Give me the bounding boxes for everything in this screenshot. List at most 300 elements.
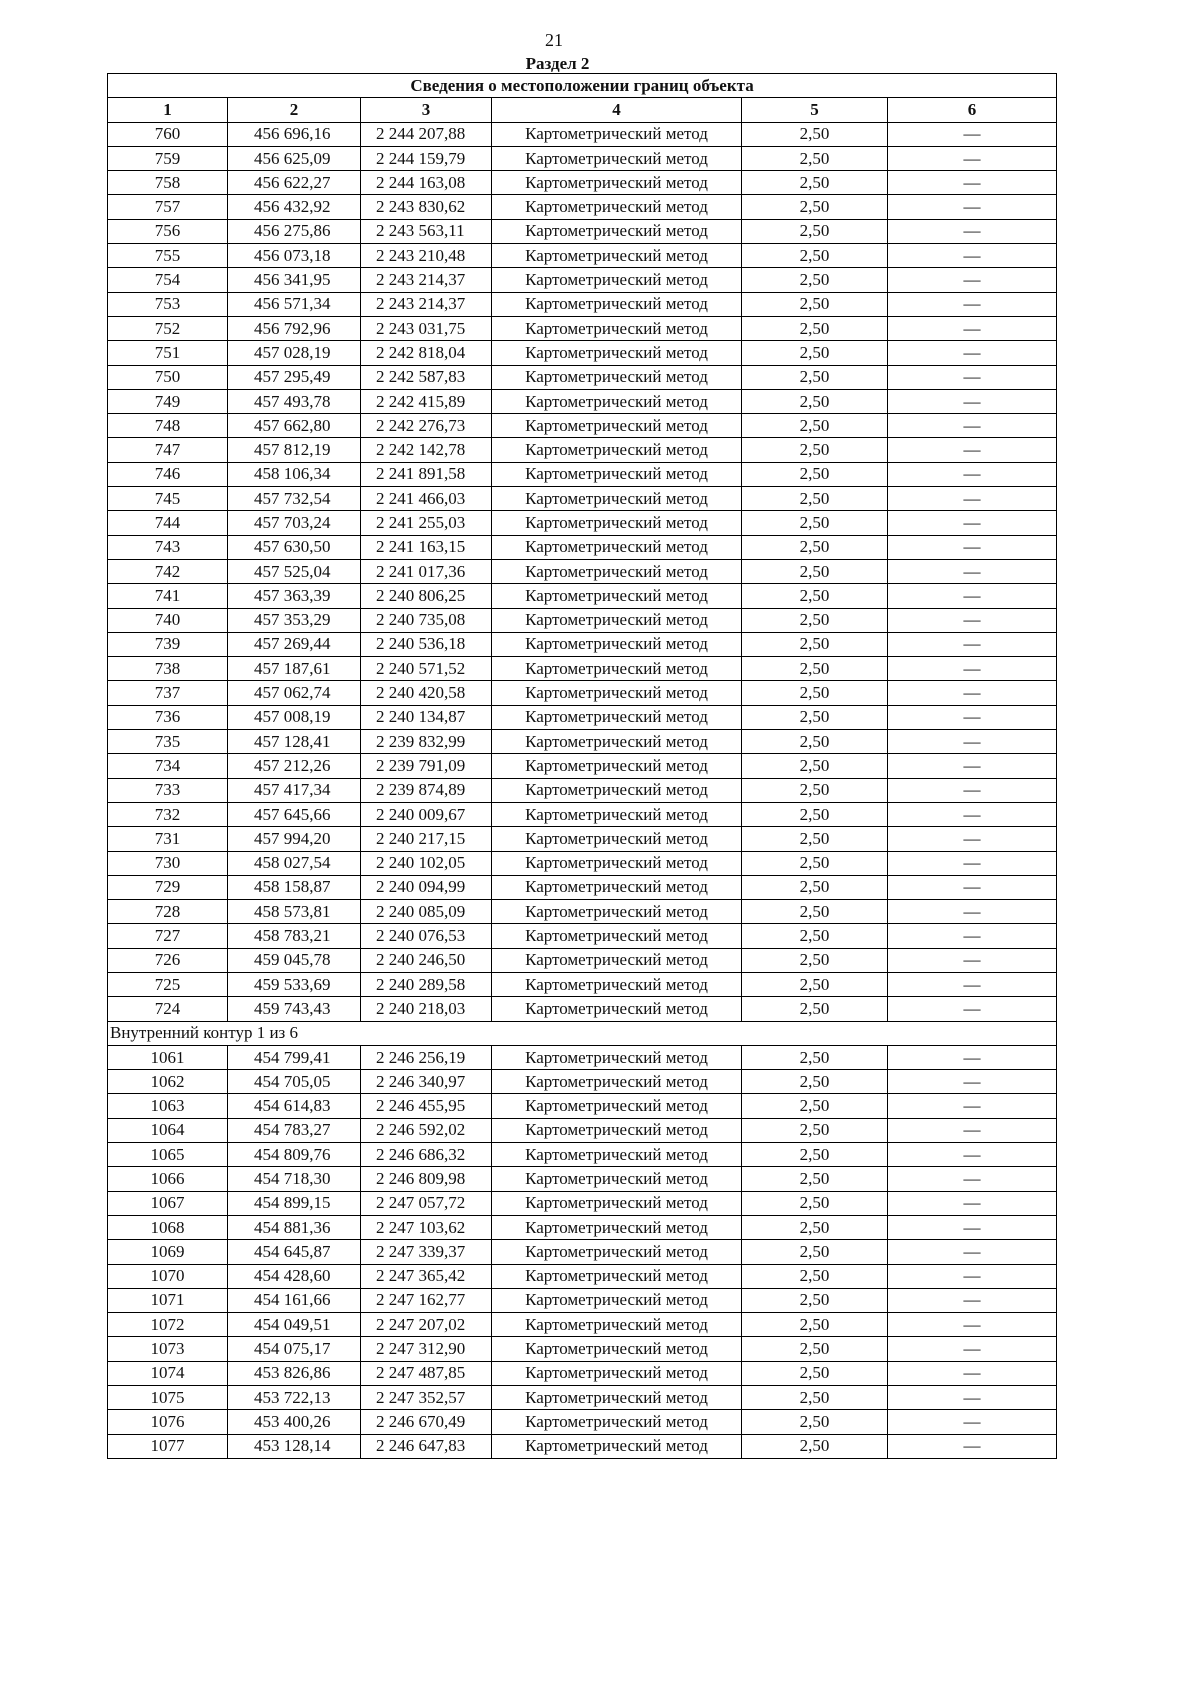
accuracy-cell: 2,50 [742, 705, 888, 729]
point-number-cell: 755 [108, 244, 228, 268]
description-cell: — [888, 219, 1057, 243]
point-number-cell: 750 [108, 365, 228, 389]
accuracy-cell: 2,50 [742, 997, 888, 1021]
point-number-cell: 1066 [108, 1167, 228, 1191]
accuracy-cell: 2,50 [742, 146, 888, 170]
x-coordinate-cell: 454 049,51 [228, 1313, 361, 1337]
table-row [108, 268, 1057, 292]
y-coordinate-cell: 2 242 415,89 [361, 389, 492, 413]
y-coordinate-cell: 2 246 340,97 [361, 1070, 492, 1094]
method-cell: Картометрический метод [492, 681, 742, 705]
table-caption: Сведения о местоположении границ объекта [108, 74, 1057, 98]
y-coordinate-cell: 2 247 487,85 [361, 1361, 492, 1385]
method-cell: Картометрический метод [492, 511, 742, 535]
method-cell: Картометрический метод [492, 1143, 742, 1167]
accuracy-cell: 2,50 [742, 438, 888, 462]
point-number-cell: 737 [108, 681, 228, 705]
accuracy-cell: 2,50 [742, 1240, 888, 1264]
description-cell: — [888, 802, 1057, 826]
accuracy-cell: 2,50 [742, 827, 888, 851]
table-row [108, 341, 1057, 365]
method-cell: Картометрический метод [492, 1070, 742, 1094]
x-coordinate-cell: 456 622,27 [228, 171, 361, 195]
x-coordinate-cell: 458 106,34 [228, 462, 361, 486]
x-coordinate-cell: 454 428,60 [228, 1264, 361, 1288]
y-coordinate-cell: 2 240 085,09 [361, 900, 492, 924]
point-number-cell: 742 [108, 559, 228, 583]
method-cell: Картометрический метод [492, 122, 742, 146]
y-coordinate-cell: 2 239 791,09 [361, 754, 492, 778]
y-coordinate-cell: 2 240 735,08 [361, 608, 492, 632]
table-row [108, 316, 1057, 340]
method-cell: Картометрический метод [492, 1288, 742, 1312]
table-row [108, 802, 1057, 826]
accuracy-cell: 2,50 [742, 900, 888, 924]
accuracy-cell: 2,50 [742, 195, 888, 219]
method-cell: Картометрический метод [492, 584, 742, 608]
description-cell: — [888, 462, 1057, 486]
point-number-cell: 748 [108, 414, 228, 438]
x-coordinate-cell: 457 630,50 [228, 535, 361, 559]
accuracy-cell: 2,50 [742, 924, 888, 948]
y-coordinate-cell: 2 246 592,02 [361, 1118, 492, 1142]
y-coordinate-cell: 2 239 832,99 [361, 730, 492, 754]
point-number-cell: 1063 [108, 1094, 228, 1118]
point-number-cell: 725 [108, 972, 228, 996]
point-number-cell: 746 [108, 462, 228, 486]
point-number-cell: 736 [108, 705, 228, 729]
x-coordinate-cell: 459 045,78 [228, 948, 361, 972]
x-coordinate-cell: 454 718,30 [228, 1167, 361, 1191]
description-cell: — [888, 244, 1057, 268]
point-number-cell: 1071 [108, 1288, 228, 1312]
description-cell: — [888, 316, 1057, 340]
point-number-cell: 1065 [108, 1143, 228, 1167]
description-cell: — [888, 875, 1057, 899]
accuracy-cell: 2,50 [742, 851, 888, 875]
x-coordinate-cell: 457 062,74 [228, 681, 361, 705]
accuracy-cell: 2,50 [742, 511, 888, 535]
table-row [108, 414, 1057, 438]
point-number-cell: 745 [108, 487, 228, 511]
y-coordinate-cell: 2 240 094,99 [361, 875, 492, 899]
description-cell: — [888, 414, 1057, 438]
point-number-cell: 751 [108, 341, 228, 365]
y-coordinate-cell: 2 247 207,02 [361, 1313, 492, 1337]
table-row [108, 730, 1057, 754]
point-number-cell: 1075 [108, 1386, 228, 1410]
table-row [108, 681, 1057, 705]
method-cell: Картометрический метод [492, 462, 742, 486]
description-cell: — [888, 972, 1057, 996]
y-coordinate-cell: 2 244 207,88 [361, 122, 492, 146]
accuracy-cell: 2,50 [742, 1167, 888, 1191]
description-cell: — [888, 438, 1057, 462]
table-row [108, 1191, 1057, 1215]
table-row [108, 122, 1057, 146]
x-coordinate-cell: 457 525,04 [228, 559, 361, 583]
description-cell: — [888, 365, 1057, 389]
point-number-cell: 1061 [108, 1045, 228, 1069]
table-row [108, 195, 1057, 219]
point-number-cell: 1070 [108, 1264, 228, 1288]
accuracy-cell: 2,50 [742, 487, 888, 511]
table-row [108, 438, 1057, 462]
description-cell: — [888, 511, 1057, 535]
point-number-cell: 1072 [108, 1313, 228, 1337]
point-number-cell: 1069 [108, 1240, 228, 1264]
point-number-cell: 726 [108, 948, 228, 972]
method-cell: Картометрический метод [492, 414, 742, 438]
accuracy-cell: 2,50 [742, 341, 888, 365]
x-coordinate-cell: 454 075,17 [228, 1337, 361, 1361]
point-number-cell: 1073 [108, 1337, 228, 1361]
method-cell: Картометрический метод [492, 268, 742, 292]
section-title: Раздел 2 [525, 54, 590, 73]
method-cell: Картометрический метод [492, 608, 742, 632]
table-row [108, 948, 1057, 972]
table-row [108, 608, 1057, 632]
x-coordinate-cell: 457 008,19 [228, 705, 361, 729]
column-header: 1 [108, 98, 228, 122]
accuracy-cell: 2,50 [742, 122, 888, 146]
description-cell: — [888, 1264, 1057, 1288]
method-cell: Картометрический метод [492, 730, 742, 754]
table-row [108, 1288, 1057, 1312]
accuracy-cell: 2,50 [742, 584, 888, 608]
x-coordinate-cell: 456 696,16 [228, 122, 361, 146]
method-cell: Картометрический метод [492, 1264, 742, 1288]
y-coordinate-cell: 2 240 420,58 [361, 681, 492, 705]
table-row [108, 657, 1057, 681]
accuracy-cell: 2,50 [742, 1264, 888, 1288]
point-number-cell: 739 [108, 632, 228, 656]
method-cell: Картометрический метод [492, 900, 742, 924]
method-cell: Картометрический метод [492, 705, 742, 729]
accuracy-cell: 2,50 [742, 414, 888, 438]
point-number-cell: 733 [108, 778, 228, 802]
description-cell: — [888, 1191, 1057, 1215]
point-number-cell: 1068 [108, 1215, 228, 1239]
method-cell: Картометрический метод [492, 1361, 742, 1385]
description-cell: — [888, 1240, 1057, 1264]
y-coordinate-cell: 2 240 246,50 [361, 948, 492, 972]
description-cell: — [888, 632, 1057, 656]
accuracy-cell: 2,50 [742, 972, 888, 996]
contour-label-row [108, 1021, 1057, 1045]
description-cell: — [888, 1143, 1057, 1167]
table-row [108, 584, 1057, 608]
y-coordinate-cell: 2 240 217,15 [361, 827, 492, 851]
table-row [108, 219, 1057, 243]
y-coordinate-cell: 2 240 218,03 [361, 997, 492, 1021]
accuracy-cell: 2,50 [742, 875, 888, 899]
method-cell: Картометрический метод [492, 365, 742, 389]
method-cell: Картометрический метод [492, 657, 742, 681]
x-coordinate-cell: 457 212,26 [228, 754, 361, 778]
point-number-cell: 727 [108, 924, 228, 948]
table-row [108, 705, 1057, 729]
accuracy-cell: 2,50 [742, 948, 888, 972]
point-number-cell: 754 [108, 268, 228, 292]
y-coordinate-cell: 2 244 159,79 [361, 146, 492, 170]
y-coordinate-cell: 2 241 466,03 [361, 487, 492, 511]
accuracy-cell: 2,50 [742, 244, 888, 268]
method-cell: Картометрический метод [492, 535, 742, 559]
description-cell: — [888, 1386, 1057, 1410]
method-cell: Картометрический метод [492, 851, 742, 875]
description-cell: — [888, 1434, 1057, 1458]
y-coordinate-cell: 2 240 806,25 [361, 584, 492, 608]
table-row [108, 972, 1057, 996]
x-coordinate-cell: 454 783,27 [228, 1118, 361, 1142]
x-coordinate-cell: 457 732,54 [228, 487, 361, 511]
point-number-cell: 743 [108, 535, 228, 559]
table-row [108, 875, 1057, 899]
x-coordinate-cell: 456 432,92 [228, 195, 361, 219]
column-header: 2 [228, 98, 361, 122]
x-coordinate-cell: 457 994,20 [228, 827, 361, 851]
method-cell: Картометрический метод [492, 1434, 742, 1458]
description-cell: — [888, 122, 1057, 146]
point-number-cell: 724 [108, 997, 228, 1021]
x-coordinate-cell: 456 275,86 [228, 219, 361, 243]
y-coordinate-cell: 2 246 455,95 [361, 1094, 492, 1118]
table-row [108, 244, 1057, 268]
point-number-cell: 728 [108, 900, 228, 924]
x-coordinate-cell: 457 363,39 [228, 584, 361, 608]
x-coordinate-cell: 453 400,26 [228, 1410, 361, 1434]
y-coordinate-cell: 2 247 103,62 [361, 1215, 492, 1239]
x-coordinate-cell: 454 881,36 [228, 1215, 361, 1239]
x-coordinate-cell: 456 341,95 [228, 268, 361, 292]
x-coordinate-cell: 457 187,61 [228, 657, 361, 681]
method-cell: Картометрический метод [492, 244, 742, 268]
y-coordinate-cell: 2 246 809,98 [361, 1167, 492, 1191]
x-coordinate-cell: 453 128,14 [228, 1434, 361, 1458]
x-coordinate-cell: 457 295,49 [228, 365, 361, 389]
point-number-cell: 731 [108, 827, 228, 851]
y-coordinate-cell: 2 247 162,77 [361, 1288, 492, 1312]
x-coordinate-cell: 454 645,87 [228, 1240, 361, 1264]
point-number-cell: 730 [108, 851, 228, 875]
method-cell: Картометрический метод [492, 1118, 742, 1142]
description-cell: — [888, 1070, 1057, 1094]
accuracy-cell: 2,50 [742, 730, 888, 754]
table-row [108, 1167, 1057, 1191]
table-row [108, 1313, 1057, 1337]
description-cell: — [888, 900, 1057, 924]
description-cell: — [888, 146, 1057, 170]
point-number-cell: 1074 [108, 1361, 228, 1385]
method-cell: Картометрический метод [492, 171, 742, 195]
y-coordinate-cell: 2 243 214,37 [361, 292, 492, 316]
description-cell: — [888, 778, 1057, 802]
table-caption-row [108, 74, 1057, 98]
x-coordinate-cell: 458 783,21 [228, 924, 361, 948]
x-coordinate-cell: 454 614,83 [228, 1094, 361, 1118]
table-row [108, 1118, 1057, 1142]
point-number-cell: 732 [108, 802, 228, 826]
point-number-cell: 740 [108, 608, 228, 632]
description-cell: — [888, 487, 1057, 511]
x-coordinate-cell: 459 533,69 [228, 972, 361, 996]
accuracy-cell: 2,50 [742, 1215, 888, 1239]
table-row [108, 924, 1057, 948]
column-header: 3 [361, 98, 492, 122]
table-row [108, 1386, 1057, 1410]
description-cell: — [888, 171, 1057, 195]
y-coordinate-cell: 2 242 276,73 [361, 414, 492, 438]
table-row [108, 827, 1057, 851]
accuracy-cell: 2,50 [742, 219, 888, 243]
table-row [108, 1094, 1057, 1118]
table-row [108, 900, 1057, 924]
accuracy-cell: 2,50 [742, 1191, 888, 1215]
accuracy-cell: 2,50 [742, 754, 888, 778]
x-coordinate-cell: 454 799,41 [228, 1045, 361, 1069]
column-header: 6 [888, 98, 1057, 122]
x-coordinate-cell: 458 573,81 [228, 900, 361, 924]
x-coordinate-cell: 457 128,41 [228, 730, 361, 754]
table-row [108, 778, 1057, 802]
accuracy-cell: 2,50 [742, 608, 888, 632]
table-row [108, 1361, 1057, 1385]
description-cell: — [888, 657, 1057, 681]
method-cell: Картометрический метод [492, 875, 742, 899]
description-cell: — [888, 681, 1057, 705]
table-row [108, 146, 1057, 170]
table-row [108, 365, 1057, 389]
y-coordinate-cell: 2 247 312,90 [361, 1337, 492, 1361]
table-row [108, 559, 1057, 583]
point-number-cell: 738 [108, 657, 228, 681]
y-coordinate-cell: 2 240 289,58 [361, 972, 492, 996]
description-cell: — [888, 1288, 1057, 1312]
description-cell: — [888, 948, 1057, 972]
y-coordinate-cell: 2 240 076,53 [361, 924, 492, 948]
table-row [108, 1215, 1057, 1239]
point-number-cell: 752 [108, 316, 228, 340]
description-cell: — [888, 341, 1057, 365]
description-cell: — [888, 851, 1057, 875]
description-cell: — [888, 705, 1057, 729]
accuracy-cell: 2,50 [742, 1434, 888, 1458]
method-cell: Картометрический метод [492, 802, 742, 826]
description-cell: — [888, 389, 1057, 413]
accuracy-cell: 2,50 [742, 778, 888, 802]
point-number-cell: 1062 [108, 1070, 228, 1094]
y-coordinate-cell: 2 243 563,11 [361, 219, 492, 243]
x-coordinate-cell: 457 028,19 [228, 341, 361, 365]
x-coordinate-cell: 453 722,13 [228, 1386, 361, 1410]
point-number-cell: 759 [108, 146, 228, 170]
y-coordinate-cell: 2 243 031,75 [361, 316, 492, 340]
table-row [108, 462, 1057, 486]
accuracy-cell: 2,50 [742, 1386, 888, 1410]
description-cell: — [888, 1361, 1057, 1385]
x-coordinate-cell: 454 809,76 [228, 1143, 361, 1167]
description-cell: — [888, 584, 1057, 608]
table-row [108, 1410, 1057, 1434]
table-row [108, 1337, 1057, 1361]
method-cell: Картометрический метод [492, 1045, 742, 1069]
y-coordinate-cell: 2 246 647,83 [361, 1434, 492, 1458]
point-number-cell: 747 [108, 438, 228, 462]
table-row [108, 389, 1057, 413]
accuracy-cell: 2,50 [742, 657, 888, 681]
table-row [108, 1434, 1057, 1458]
description-cell: — [888, 608, 1057, 632]
point-number-cell: 757 [108, 195, 228, 219]
y-coordinate-cell: 2 240 571,52 [361, 657, 492, 681]
accuracy-cell: 2,50 [742, 1118, 888, 1142]
y-coordinate-cell: 2 247 352,57 [361, 1386, 492, 1410]
method-cell: Картометрический метод [492, 754, 742, 778]
accuracy-cell: 2,50 [742, 1361, 888, 1385]
y-coordinate-cell: 2 240 102,05 [361, 851, 492, 875]
description-cell: — [888, 1313, 1057, 1337]
accuracy-cell: 2,50 [742, 559, 888, 583]
accuracy-cell: 2,50 [742, 1410, 888, 1434]
method-cell: Картометрический метод [492, 1386, 742, 1410]
point-number-cell: 735 [108, 730, 228, 754]
method-cell: Картометрический метод [492, 195, 742, 219]
description-cell: — [888, 1167, 1057, 1191]
description-cell: — [888, 559, 1057, 583]
x-coordinate-cell: 457 662,80 [228, 414, 361, 438]
method-cell: Картометрический метод [492, 1167, 742, 1191]
x-coordinate-cell: 457 645,66 [228, 802, 361, 826]
table-row [108, 171, 1057, 195]
table-row [108, 997, 1057, 1021]
accuracy-cell: 2,50 [742, 1094, 888, 1118]
y-coordinate-cell: 2 247 365,42 [361, 1264, 492, 1288]
table-row [108, 1264, 1057, 1288]
method-cell: Картометрический метод [492, 219, 742, 243]
table-row [108, 487, 1057, 511]
y-coordinate-cell: 2 240 134,87 [361, 705, 492, 729]
x-coordinate-cell: 459 743,43 [228, 997, 361, 1021]
description-cell: — [888, 1118, 1057, 1142]
description-cell: — [888, 195, 1057, 219]
x-coordinate-cell: 457 353,29 [228, 608, 361, 632]
method-cell: Картометрический метод [492, 827, 742, 851]
x-coordinate-cell: 457 812,19 [228, 438, 361, 462]
table-row [108, 754, 1057, 778]
x-coordinate-cell: 457 269,44 [228, 632, 361, 656]
y-coordinate-cell: 2 241 255,03 [361, 511, 492, 535]
description-cell: — [888, 730, 1057, 754]
method-cell: Картометрический метод [492, 1410, 742, 1434]
description-cell: — [888, 924, 1057, 948]
x-coordinate-cell: 453 826,86 [228, 1361, 361, 1385]
accuracy-cell: 2,50 [742, 1313, 888, 1337]
accuracy-cell: 2,50 [742, 632, 888, 656]
description-cell: — [888, 292, 1057, 316]
x-coordinate-cell: 456 625,09 [228, 146, 361, 170]
point-number-cell: 744 [108, 511, 228, 535]
x-coordinate-cell: 454 161,66 [228, 1288, 361, 1312]
method-cell: Картометрический метод [492, 487, 742, 511]
point-number-cell: 734 [108, 754, 228, 778]
point-number-cell: 1067 [108, 1191, 228, 1215]
y-coordinate-cell: 2 243 214,37 [361, 268, 492, 292]
table-body [108, 122, 1057, 1458]
method-cell: Картометрический метод [492, 1240, 742, 1264]
method-cell: Картометрический метод [492, 1191, 742, 1215]
accuracy-cell: 2,50 [742, 681, 888, 705]
